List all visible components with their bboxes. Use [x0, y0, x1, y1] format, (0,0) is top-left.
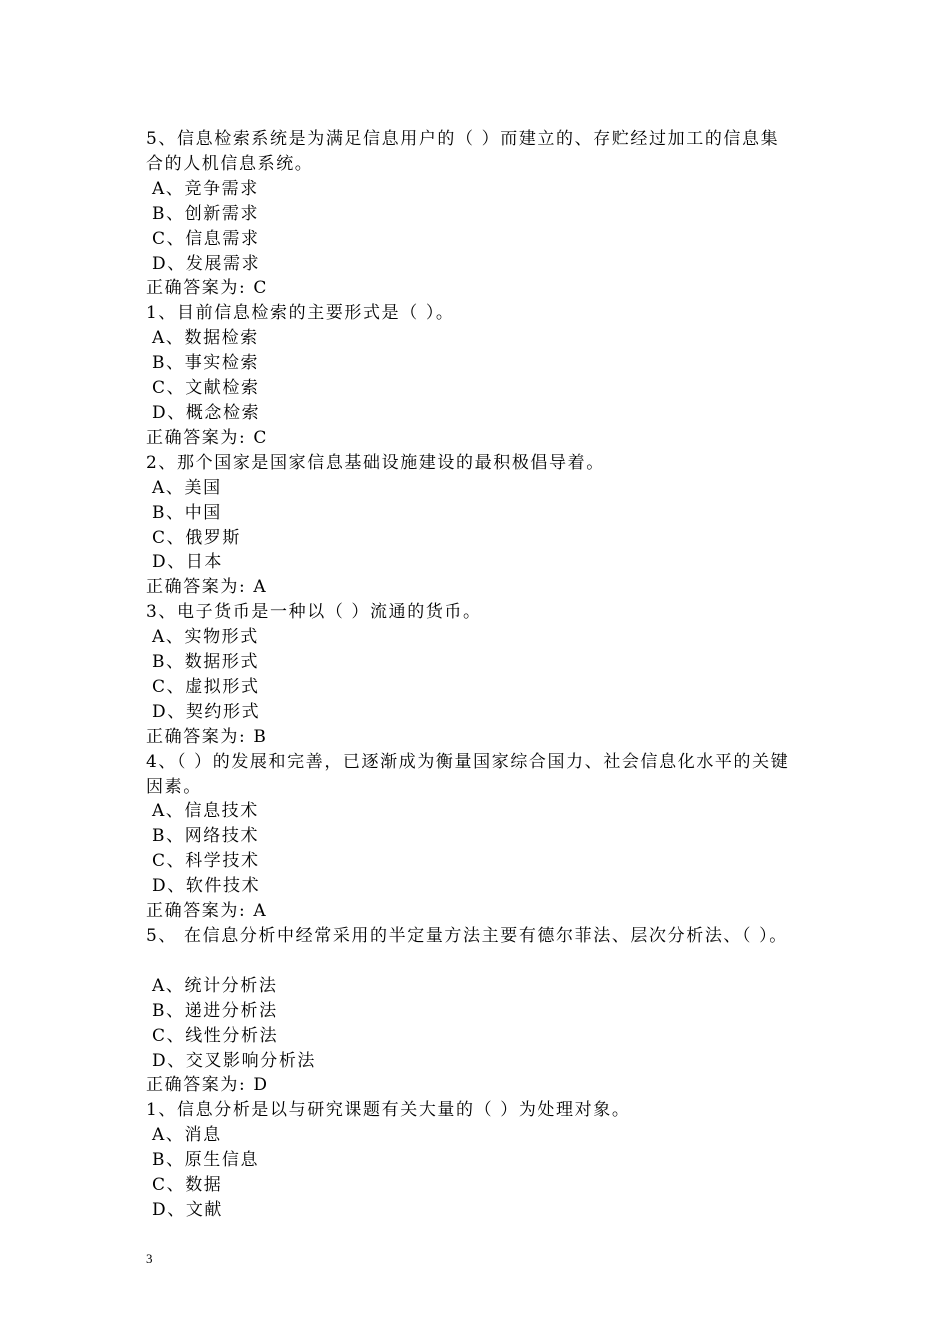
question-block — [146, 301, 826, 450]
option-d: D、概念检索 — [152, 402, 261, 423]
question-list — [146, 127, 826, 1223]
option-d: D、交叉影响分析法 — [152, 1050, 317, 1071]
answer-line: 正确答案为: A — [146, 901, 268, 922]
option-b: B、中国 — [152, 502, 222, 523]
question-block — [146, 924, 826, 1098]
question-block — [146, 1098, 826, 1223]
question-stem: 5、 在信息分析中经常采用的半定量方法主要有德尔菲法、层次分析法、（ ）。 — [146, 926, 788, 946]
answer-line: 正确答案为: D — [146, 1075, 269, 1096]
answer-line: 正确答案为: B — [146, 726, 268, 747]
question-stem: 合的人机信息系统。 — [146, 153, 314, 174]
question-stem: 因素。 — [146, 776, 202, 797]
option-c: C、文献检索 — [152, 378, 260, 399]
option-a: A、统计分析法 — [152, 975, 278, 996]
question-block — [146, 451, 826, 600]
option-b: B、网络技术 — [152, 826, 260, 847]
option-d: D、软件技术 — [152, 876, 261, 897]
option-a: A、美国 — [152, 477, 222, 498]
question-stem: 1、目前信息检索的主要形式是（ ）。 — [146, 303, 455, 324]
answer-line: 正确答案为: A — [146, 577, 268, 598]
option-d: D、发展需求 — [152, 253, 261, 274]
option-c: C、科学技术 — [152, 851, 260, 872]
option-c: C、数据 — [152, 1175, 223, 1196]
question-stem: 5、信息检索系统是为满足信息用户的（ ）而建立的、存贮经过加工的信息集 — [146, 129, 780, 149]
option-b: B、原生信息 — [152, 1150, 260, 1171]
option-a: A、实物形式 — [152, 627, 259, 648]
option-a: A、数据检索 — [152, 328, 259, 349]
option-b: B、事实检索 — [152, 353, 260, 374]
question-stem: 1、信息分析是以与研究课题有关大量的（ ）为处理对象。 — [146, 1100, 631, 1121]
blank-line — [146, 949, 826, 974]
option-a: A、信息技术 — [152, 801, 259, 822]
option-b: B、递进分析法 — [152, 1000, 278, 1021]
option-c: C、俄罗斯 — [152, 527, 242, 548]
option-c: C、信息需求 — [152, 228, 260, 249]
option-b: B、创新需求 — [152, 203, 260, 224]
option-d: D、文献 — [152, 1199, 224, 1220]
option-b: B、数据形式 — [152, 652, 260, 673]
answer-line: 正确答案为: C — [146, 278, 268, 299]
option-c: C、虚拟形式 — [152, 676, 260, 697]
option-a: A、消息 — [152, 1125, 222, 1146]
question-block — [146, 750, 826, 924]
question-stem: 2、那个国家是国家信息基础设施建设的最积极倡导着。 — [146, 452, 605, 473]
question-block — [146, 600, 826, 749]
option-c: C、线性分析法 — [152, 1025, 279, 1046]
option-a: A、竞争需求 — [152, 178, 259, 199]
question-stem: 4、（ ）的发展和完善，已逐渐成为衡量国家综合国力、社会信息化水平的关键 — [146, 751, 790, 772]
page-number: 3 — [146, 1251, 153, 1266]
question-block — [146, 127, 826, 301]
option-d: D、日本 — [152, 552, 224, 573]
answer-line: 正确答案为: C — [146, 427, 268, 448]
option-d: D、契约形式 — [152, 701, 261, 722]
question-stem: 3、电子货币是一种以（ ）流通的货币。 — [146, 602, 482, 623]
